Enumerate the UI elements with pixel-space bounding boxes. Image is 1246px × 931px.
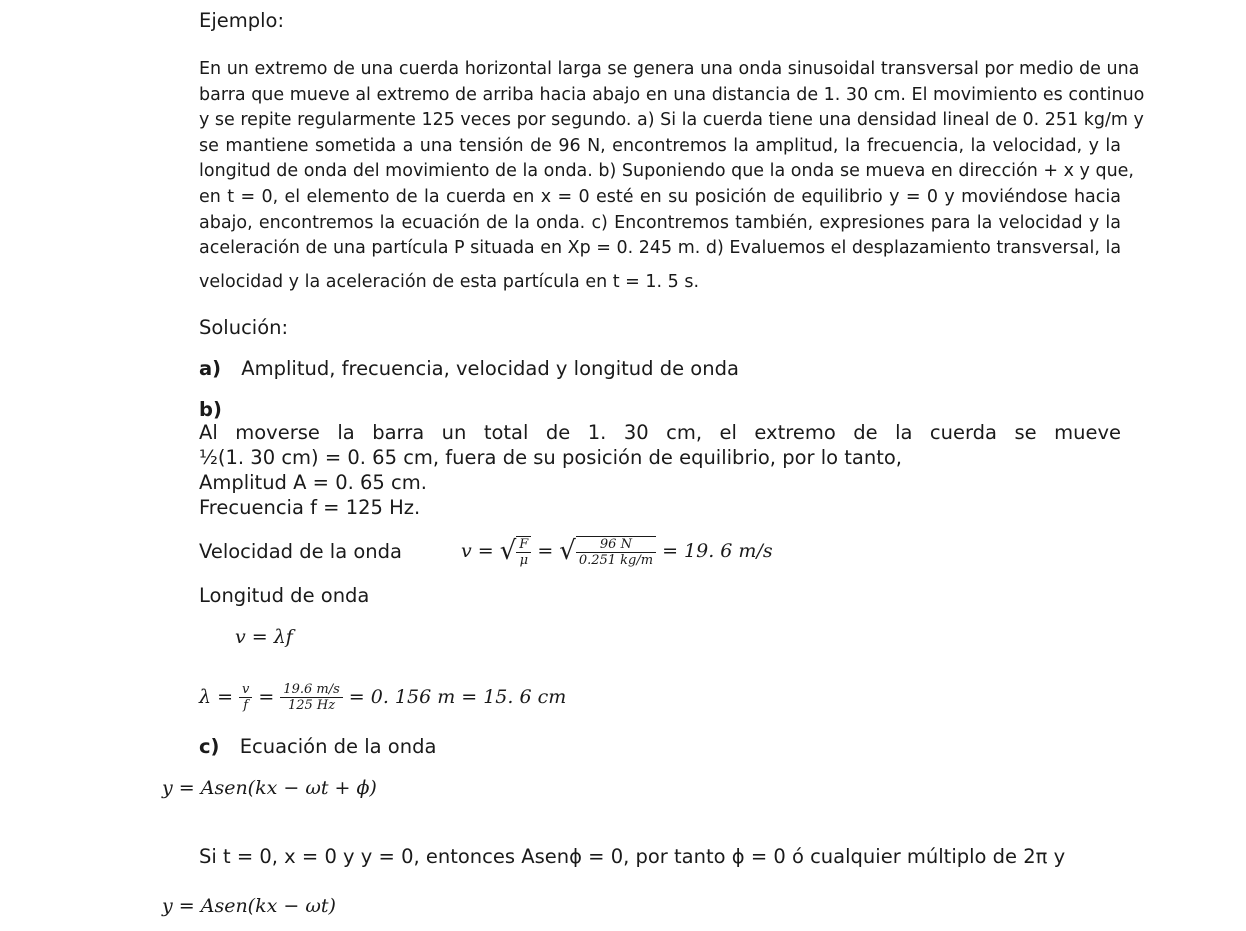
sqrt-symbol-2: √ [559, 536, 576, 566]
problem-line: abajo, encontremos la ecuación de la onda. c) Encontremos también, expresiones para la velocidad y la [199, 212, 1121, 233]
part-a-text: Amplitud, frecuencia, velocidad y longitud de onda [241, 357, 739, 380]
problem-line: En un extremo de una cuerda horizontal larga se genera una onda sinusoidal transversal por medio de una [199, 59, 1140, 79]
lambda-result: = 0. 156 m = 15. 6 cm [348, 686, 567, 708]
sqrt-symbol-1: √ [499, 536, 517, 566]
fraction-den: f [243, 697, 249, 713]
fraction-tension [576, 536, 656, 568]
part-a-marker: a) [199, 357, 222, 380]
heading-ejemplo: Ejemplo: [199, 9, 285, 32]
velocidad-formula [461, 528, 773, 574]
equals-sign: = [258, 686, 275, 708]
problem-line: velocidad y la aceleración de esta partícula en t = 1. 5 s. [199, 272, 700, 293]
part-c [199, 735, 436, 758]
problem-line: y se repite regularmente 125 veces por segundo. a) Si la cuerda tiene una densidad lineal de 0. 251 kg/m y [199, 110, 1144, 131]
wave-equation-general: y = Asen(kx − ωt + ϕ) [162, 777, 377, 799]
fraction-v-f [239, 682, 252, 713]
problem-line: barra que mueve al extremo de arriba hacia abajo en una distancia de 1. 30 cm. El movimiento es continuo [199, 84, 1145, 105]
heading-solucion: Solución: [199, 316, 289, 339]
part-b-line2: ½(1. 30 cm) = 0. 65 cm, fuera de su posición de equilibrio, por lo tanto, [199, 446, 902, 469]
lambda-formula [199, 676, 566, 718]
velocidad-label: Velocidad de la onda [199, 540, 402, 563]
fraction-den: 125 Hz [287, 697, 336, 713]
problem-line: longitud de onda del movimiento de la onda. b) Suponiendo que la onda se mueva en dirección + x y que, [199, 161, 1134, 182]
part-a [199, 357, 739, 380]
wave-equation-final: y = Asen(kx − ωt) [162, 895, 336, 917]
problem-statement [199, 57, 1145, 296]
lambda-lhs: λ = [199, 686, 234, 708]
part-b-line1: Al moverse la barra un total de 1. 30 cm, el extremo de la cuerda se mueve [199, 421, 1121, 444]
part-b-marker: b) [199, 398, 222, 421]
fraction-num: F [516, 537, 531, 553]
frecuencia-line: Frecuencia f = 125 Hz. [199, 496, 421, 519]
formula-v-lambda-f: v = λf [235, 626, 293, 648]
part-c-marker: c) [199, 735, 220, 758]
fraction-num: 96 N [576, 537, 656, 553]
fraction-den: 0.251 kg/m [578, 553, 654, 568]
velocidad-lhs: v = [461, 540, 494, 562]
fraction-num: 19.6 m/s [280, 682, 342, 698]
velocidad-result: = 19. 6 m/s [662, 540, 773, 562]
part-c-text: Ecuación de la onda [239, 735, 437, 758]
problem-line: se mantiene sometida a una tensión de 96 N, encontremos la amplitud, la frecuencia, la velocidad, y la [199, 135, 1121, 156]
equals-sign: = [537, 540, 554, 562]
initial-condition-line: Si t = 0, x = 0 y y = 0, entonces Asenϕ = 0, por tanto ϕ = 0 ó cualquier múltiplo de 2π y [199, 845, 1066, 868]
problem-line: en t = 0, el elemento de la cuerda en x = 0 esté en su posición de equilibrio y = 0 y moviéndose hacia [199, 186, 1121, 207]
fraction-num: v [239, 682, 252, 698]
amplitud-line: Amplitud A = 0. 65 cm. [199, 471, 427, 494]
fraction-f-mu [516, 536, 531, 568]
longitud-label: Longitud de onda [199, 584, 370, 607]
fraction-den: μ [519, 553, 529, 568]
problem-line: aceleración de una partícula P situada en Xp = 0. 245 m. d) Evaluemos el desplazamiento transversal, la [199, 238, 1122, 259]
fraction-values [280, 682, 342, 713]
